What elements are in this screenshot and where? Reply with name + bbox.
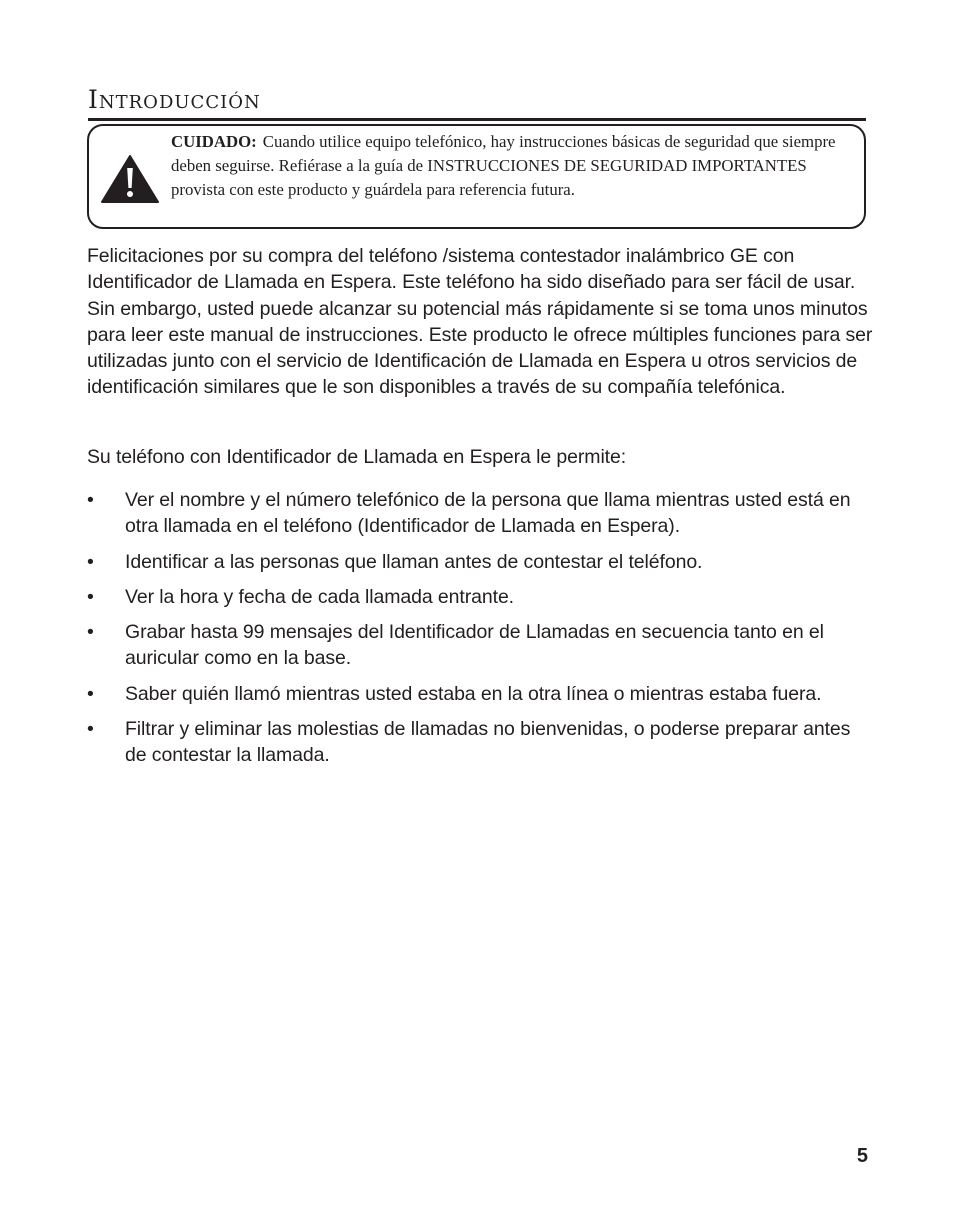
list-item-text: Grabar hasta 99 mensajes del Identificador de Llamadas en secuencia tanto en el auricular como en la base. [125,621,824,670]
caution-body: Cuando utilice equipo telefónico, hay instrucciones básicas de seguridad que siempre deben seguirse. Refiérase a la guía de INSTRUCCIONES DE SEGURIDAD IMPORTANTES provista con este producto y guárdela para referencia futura. [171,132,836,199]
bullet-icon: • [87,585,94,608]
list-item-text: Ver la hora y fecha de cada llamada entrante. [125,585,515,608]
list-item [87,487,877,540]
list-item [87,584,877,610]
bullet-icon: • [87,550,94,573]
list-item [87,681,877,707]
lead-in-paragraph: Su teléfono con Identificador de Llamada en Espera le permite: [87,446,627,468]
page-number: 5 [856,1145,868,1167]
caution-text [171,130,850,202]
list-item [87,619,877,672]
intro-paragraph: Felicitaciones por su compra del teléfono /sistema contestador inalámbrico GE con Identificador de Llamada en Espera. Este teléfono ha sido diseñado para ser fácil de usar. Sin embargo, usted puede alcanzar su potencial más rápidamente si se toma unos minutos para leer este manual de instrucciones. Este producto le ofrece múltiples funciones para ser utilizadas junto con el servicio de Identificación de Llamada en Espera u otros servicios de identificación similares que le son disponibles a través de su compañía telefónica. [87,245,873,399]
list-item-text: Filtrar y eliminar las molestias de llamadas no bienvenidas, o poderse preparar antes de contestar la llamada. [125,718,851,767]
caution-box [87,124,866,229]
list-item-text: Saber quién llamó mientras usted estaba en la otra línea o mientras estaba fuera. [125,682,822,705]
caution-label: CUIDADO: [171,132,257,151]
list-item-text: Ver el nombre y el número telefónico de la persona que llama mientras usted está en otra llamada en el teléfono (Identificador de Llamada en Espera). [125,489,851,538]
list-item [87,549,877,575]
bullet-icon: • [87,682,94,705]
warning-triangle-icon [100,154,160,204]
bullet-icon: • [87,718,94,741]
bullet-icon: • [87,621,94,644]
heading-rule [88,118,866,121]
bullet-icon: • [87,489,94,511]
feature-list [87,487,877,778]
list-item-text: Identificar a las personas que llaman antes de contestar el teléfono. [125,550,703,573]
list-item [87,716,877,769]
page-heading: Introducción [88,85,261,114]
